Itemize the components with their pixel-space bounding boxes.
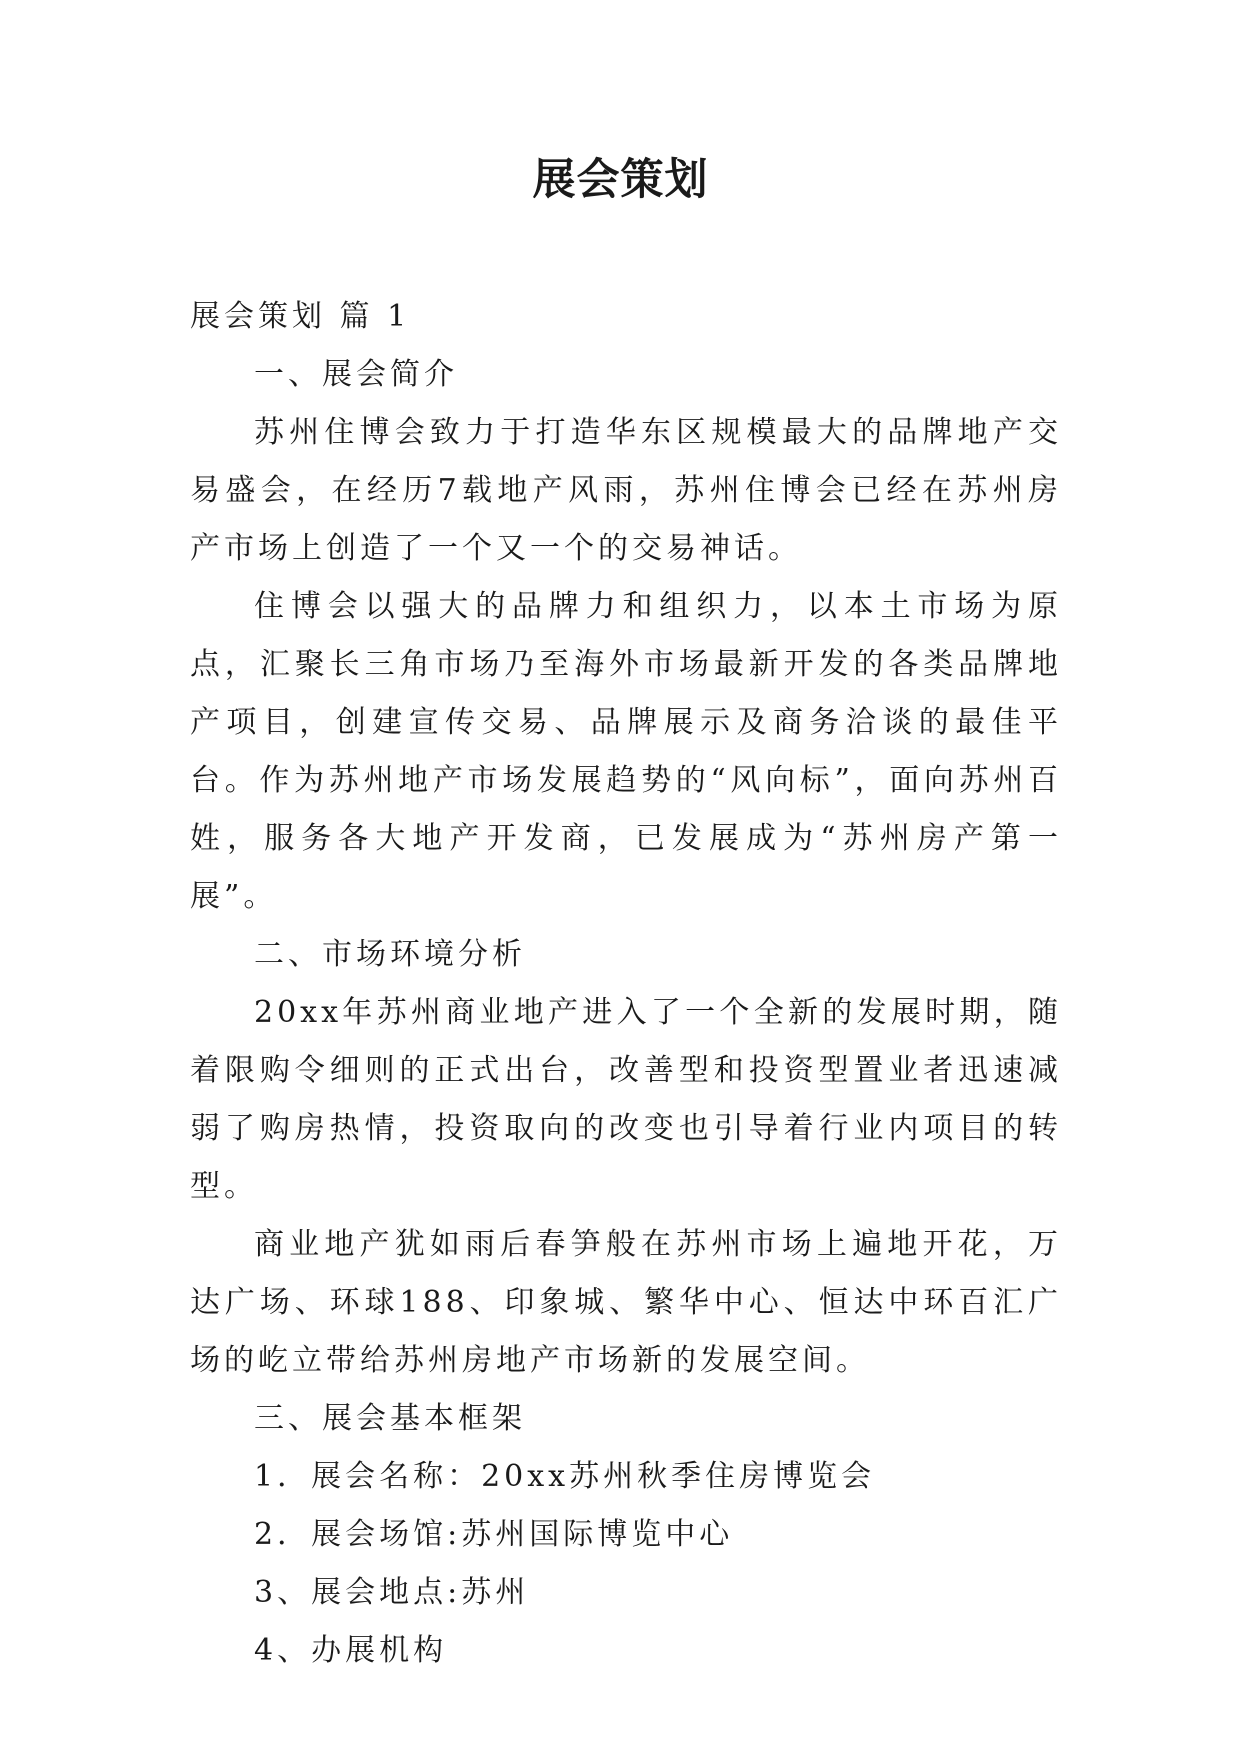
heading-basic-framework: 三、展会基本框架: [254, 1401, 526, 1436]
section-heading: 展会策划 篇 1: [190, 299, 411, 334]
heading-exhibition-intro: 一、展会简介: [254, 357, 458, 392]
document-title: 展会策划: [532, 155, 709, 205]
paragraph-intro-1: 苏州住博会致力于打造华东区规模最大的品牌地产交易盛会，在经历7载地产风雨，苏州住博会已经在苏州房产市场上创造了一个又一个的交易神话。: [190, 415, 1062, 566]
list-item-exhibition-name: 1．展会名称：20xx苏州秋季住房博览会: [254, 1459, 876, 1494]
document-body: [190, 288, 1062, 1680]
list-item-organizers: 4、办展机构: [254, 1633, 448, 1668]
paragraph-intro-2: 住博会以强大的品牌力和组织力，以本土市场为原点，汇聚长三角市场乃至海外市场最新开发的各类品牌地产项目，创建宣传交易、品牌展示及商务洽谈的最佳平台。作为苏州地产市场发展趋势的“风向标”，面向苏州百姓，服务各大地产开发商，已发展成为“苏州房产第一展”。: [190, 589, 1062, 914]
list-item-exhibition-location: 3、展会地点:苏州: [254, 1575, 530, 1610]
list-item-exhibition-venue: 2．展会场馆:苏州国际博览中心: [254, 1517, 734, 1552]
heading-market-analysis: 二、市场环境分析: [254, 937, 526, 972]
paragraph-market-2: 商业地产犹如雨后春笋般在苏州市场上遍地开花，万达广场、环球188、印象城、繁华中心、恒达中环百汇广场的屹立带给苏州房地产市场新的发展空间。: [190, 1227, 1062, 1378]
paragraph-market-1: 20xx年苏州商业地产进入了一个全新的发展时期，随着限购令细则的正式出台，改善型和投资型置业者迅速减弱了购房热情，投资取向的改变也引导着行业内项目的转型。: [190, 995, 1062, 1204]
